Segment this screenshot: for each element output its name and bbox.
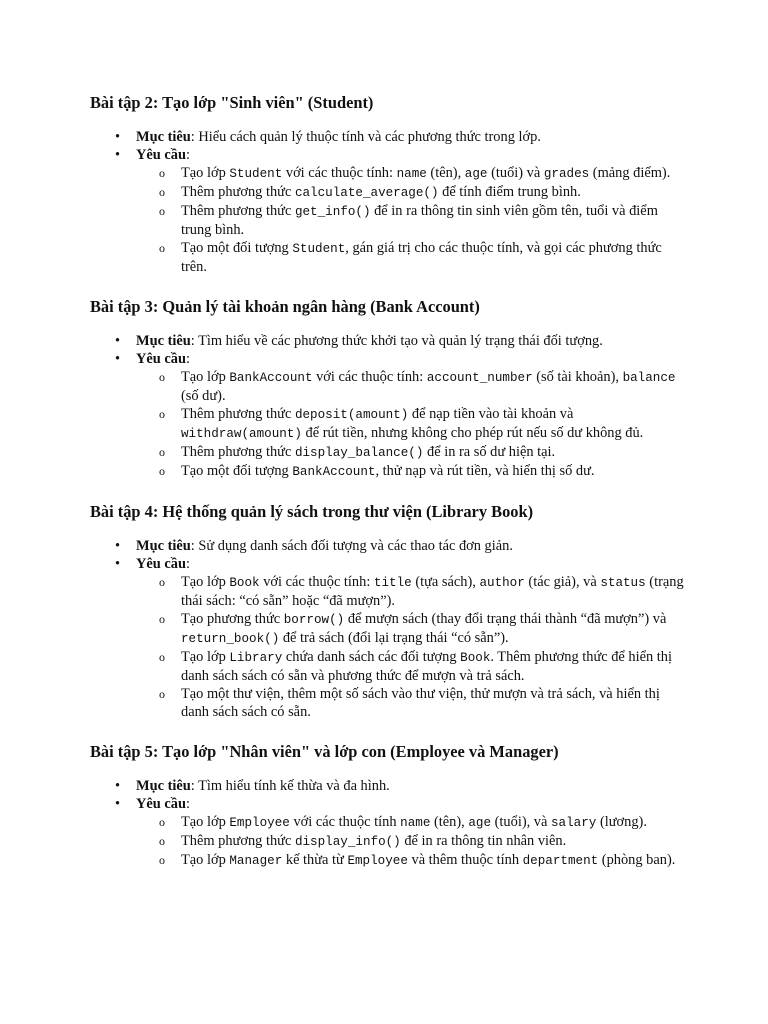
requirement-item: [136, 832, 690, 851]
inline-code: salary: [551, 816, 597, 830]
requirement-text: (tuổi), và: [491, 814, 551, 830]
inline-code: Manager: [229, 854, 283, 868]
exercise-bullets: [90, 332, 690, 481]
inline-code: return_book(): [181, 632, 280, 646]
requirement-item: [136, 239, 690, 276]
requirement-text: Tạo phương thức: [181, 611, 284, 627]
requirement-item: [136, 462, 690, 481]
inline-code: status: [600, 576, 646, 590]
requirement-text: (trạng thái sách: “có sẵn” hoặc “đã mượn”).: [181, 574, 684, 609]
requirement-text: với các thuộc tính: [289, 814, 401, 830]
requirements-list: [136, 164, 690, 276]
requirement-text: với các thuộc tính:: [282, 165, 397, 181]
exercise-bullets: [90, 128, 690, 276]
inline-code: age: [468, 816, 492, 830]
exercise-bullets: [90, 777, 690, 870]
requirement-item: [136, 573, 690, 610]
requirement-item: [136, 443, 690, 462]
requirements-colon: :: [185, 351, 190, 367]
goal-item: [90, 537, 690, 555]
requirement-text: Tạo một đối tượng: [181, 463, 293, 479]
inline-code: name: [400, 816, 431, 830]
requirement-item: [136, 610, 690, 648]
inline-code: author: [479, 576, 525, 590]
requirement-text: Thêm phương thức: [181, 203, 295, 219]
goal-label: Mục tiêu: [136, 778, 191, 794]
requirement-text: Tạo lớp: [181, 814, 230, 830]
goal-item: [90, 777, 690, 795]
requirements-colon: :: [185, 796, 190, 812]
exercise-3: [90, 297, 690, 481]
requirement-text: Tạo một thư viện, thêm một số sách vào thư viện, thử mượn và trả sách, và hiển thị danh sách sách có sẵn.: [181, 686, 660, 720]
requirement-item: [136, 183, 690, 202]
requirement-text: Tạo lớp: [181, 165, 230, 181]
requirements-label: Yêu cầu: [136, 796, 186, 812]
inline-code: Employee: [347, 854, 408, 868]
requirement-text: để tính điểm trung bình.: [438, 184, 581, 200]
requirements-item: [90, 555, 690, 721]
requirement-text: để rút tiền, nhưng không cho phép rút nếu số dư không đủ.: [301, 425, 644, 441]
inline-code: department: [522, 854, 599, 868]
goal-label: Mục tiêu: [136, 333, 191, 349]
goal-label: Mục tiêu: [136, 538, 191, 554]
inline-code: account_number: [426, 371, 533, 385]
goal-text: : Tìm hiểu tính kế thừa và đa hình.: [190, 778, 390, 794]
exercise-title: Bài tập 4: Hệ thống quản lý sách trong thư viện (Library Book): [90, 502, 534, 521]
inline-code: borrow(): [283, 613, 345, 627]
requirement-item: [136, 851, 690, 870]
requirement-text: để in ra thông tin sinh viên gồm tên, tuổi và điểm trung bình.: [181, 203, 658, 238]
requirement-text: để mượn sách (thay đổi trạng thái thành “đã mượn”) và: [344, 611, 667, 627]
requirement-text: Thêm phương thức: [181, 406, 295, 422]
requirement-item: [136, 685, 690, 721]
requirement-text: Tạo một đối tượng: [181, 240, 293, 256]
requirements-list: [136, 813, 690, 870]
inline-code: withdraw(amount): [181, 427, 302, 441]
requirements-list: [136, 573, 690, 721]
requirement-text: Tạo lớp: [181, 649, 230, 665]
requirement-text: Thêm phương thức: [181, 444, 295, 460]
requirement-text: Tạo lớp: [181, 574, 230, 590]
requirement-text: để in ra thông tin nhân viên.: [400, 833, 567, 849]
inline-code: BankAccount: [229, 371, 313, 385]
inline-code: Employee: [229, 816, 290, 830]
requirements-label: Yêu cầu: [136, 351, 186, 367]
exercise-bullets: [90, 537, 690, 721]
requirement-item: [136, 368, 690, 405]
inline-code: age: [464, 167, 488, 181]
exercise-title: Bài tập 3: Quản lý tài khoản ngân hàng (Bank Account): [90, 297, 480, 316]
inline-code: balance: [622, 371, 676, 385]
inline-code: calculate_average(): [294, 186, 439, 200]
requirement-text: (tên),: [430, 814, 469, 830]
requirement-text: với các thuộc tính:: [259, 574, 374, 590]
requirement-text: và thêm thuộc tính: [407, 852, 523, 868]
goal-item: [90, 332, 690, 350]
inline-code: Student: [229, 167, 283, 181]
requirement-text: để trả sách (đổi lại trạng thái “có sẵn”).: [279, 630, 509, 646]
inline-code: Book: [460, 651, 491, 665]
requirements-list: [136, 368, 690, 481]
requirement-item: [136, 813, 690, 832]
goal-text: : Tìm hiểu về các phương thức khởi tạo và quản lý trạng thái đối tượng.: [190, 333, 603, 349]
inline-code: Library: [229, 651, 283, 665]
requirement-text: (tên),: [426, 165, 465, 181]
exercise-2: [90, 93, 690, 276]
requirement-text: (số dư).: [181, 388, 226, 404]
inline-code: Book: [229, 576, 260, 590]
inline-code: display_balance(): [294, 446, 424, 460]
requirement-text: (phòng ban).: [598, 852, 676, 868]
requirement-text: (tựa sách),: [411, 574, 480, 590]
requirement-text: (mảng điểm).: [589, 165, 671, 181]
requirement-text: (tác giả), và: [524, 574, 601, 590]
inline-code: display_info(): [294, 835, 401, 849]
requirement-text: Thêm phương thức: [181, 833, 295, 849]
inline-code: deposit(amount): [294, 408, 409, 422]
inline-code: get_info(): [294, 205, 371, 219]
exercise-title: Bài tập 2: Tạo lớp "Sinh viên" (Student): [90, 93, 374, 112]
exercise-5: [90, 742, 690, 870]
requirement-text: với các thuộc tính:: [312, 369, 427, 385]
requirement-text: Tạo lớp: [181, 369, 230, 385]
inline-code: Student: [292, 242, 346, 256]
requirement-item: [136, 164, 690, 183]
goal-item: [90, 128, 690, 146]
requirement-text: (số tài khoản),: [532, 369, 623, 385]
requirement-text: . Thêm phương thức để hiển thị danh sách sách có sẵn và phương thức để mượn và trả sách.: [181, 649, 672, 684]
requirements-colon: :: [185, 147, 190, 163]
requirements-item: [90, 146, 690, 276]
requirement-item: [136, 405, 690, 443]
requirements-colon: :: [185, 556, 190, 572]
requirement-text: chứa danh sách các đối tượng: [282, 649, 461, 665]
requirements-label: Yêu cầu: [136, 556, 186, 572]
exercise-4: [90, 502, 690, 721]
exercise-title: Bài tập 5: Tạo lớp "Nhân viên" và lớp con (Employee và Manager): [90, 742, 559, 761]
requirement-text: Thêm phương thức: [181, 184, 295, 200]
goal-label: Mục tiêu: [136, 129, 191, 145]
requirement-item: [136, 648, 690, 685]
requirement-text: (tuổi) và: [487, 165, 544, 181]
requirements-item: [90, 350, 690, 481]
inline-code: title: [373, 576, 412, 590]
goal-text: : Hiểu cách quản lý thuộc tính và các phương thức trong lớp.: [190, 129, 541, 145]
goal-text: : Sử dụng danh sách đối tượng và các thao tác đơn giản.: [190, 538, 513, 554]
inline-code: name: [396, 167, 427, 181]
requirements-item: [90, 795, 690, 870]
requirements-label: Yêu cầu: [136, 147, 186, 163]
inline-code: grades: [543, 167, 590, 181]
requirement-text: Tạo lớp: [181, 852, 230, 868]
requirement-text: , gán giá trị cho các thuộc tính, và gọi các phương thức trên.: [181, 240, 662, 275]
document-page: [90, 93, 690, 891]
requirement-item: [136, 202, 690, 239]
requirement-text: để in ra số dư hiện tại.: [423, 444, 556, 460]
inline-code: BankAccount: [292, 465, 376, 479]
requirement-text: để nạp tiền vào tài khoản và: [408, 406, 574, 422]
requirement-text: (lương).: [596, 814, 647, 830]
requirement-text: , thử nạp và rút tiền, và hiển thị số dư.: [375, 463, 595, 479]
requirement-text: kế thừa từ: [282, 852, 348, 868]
